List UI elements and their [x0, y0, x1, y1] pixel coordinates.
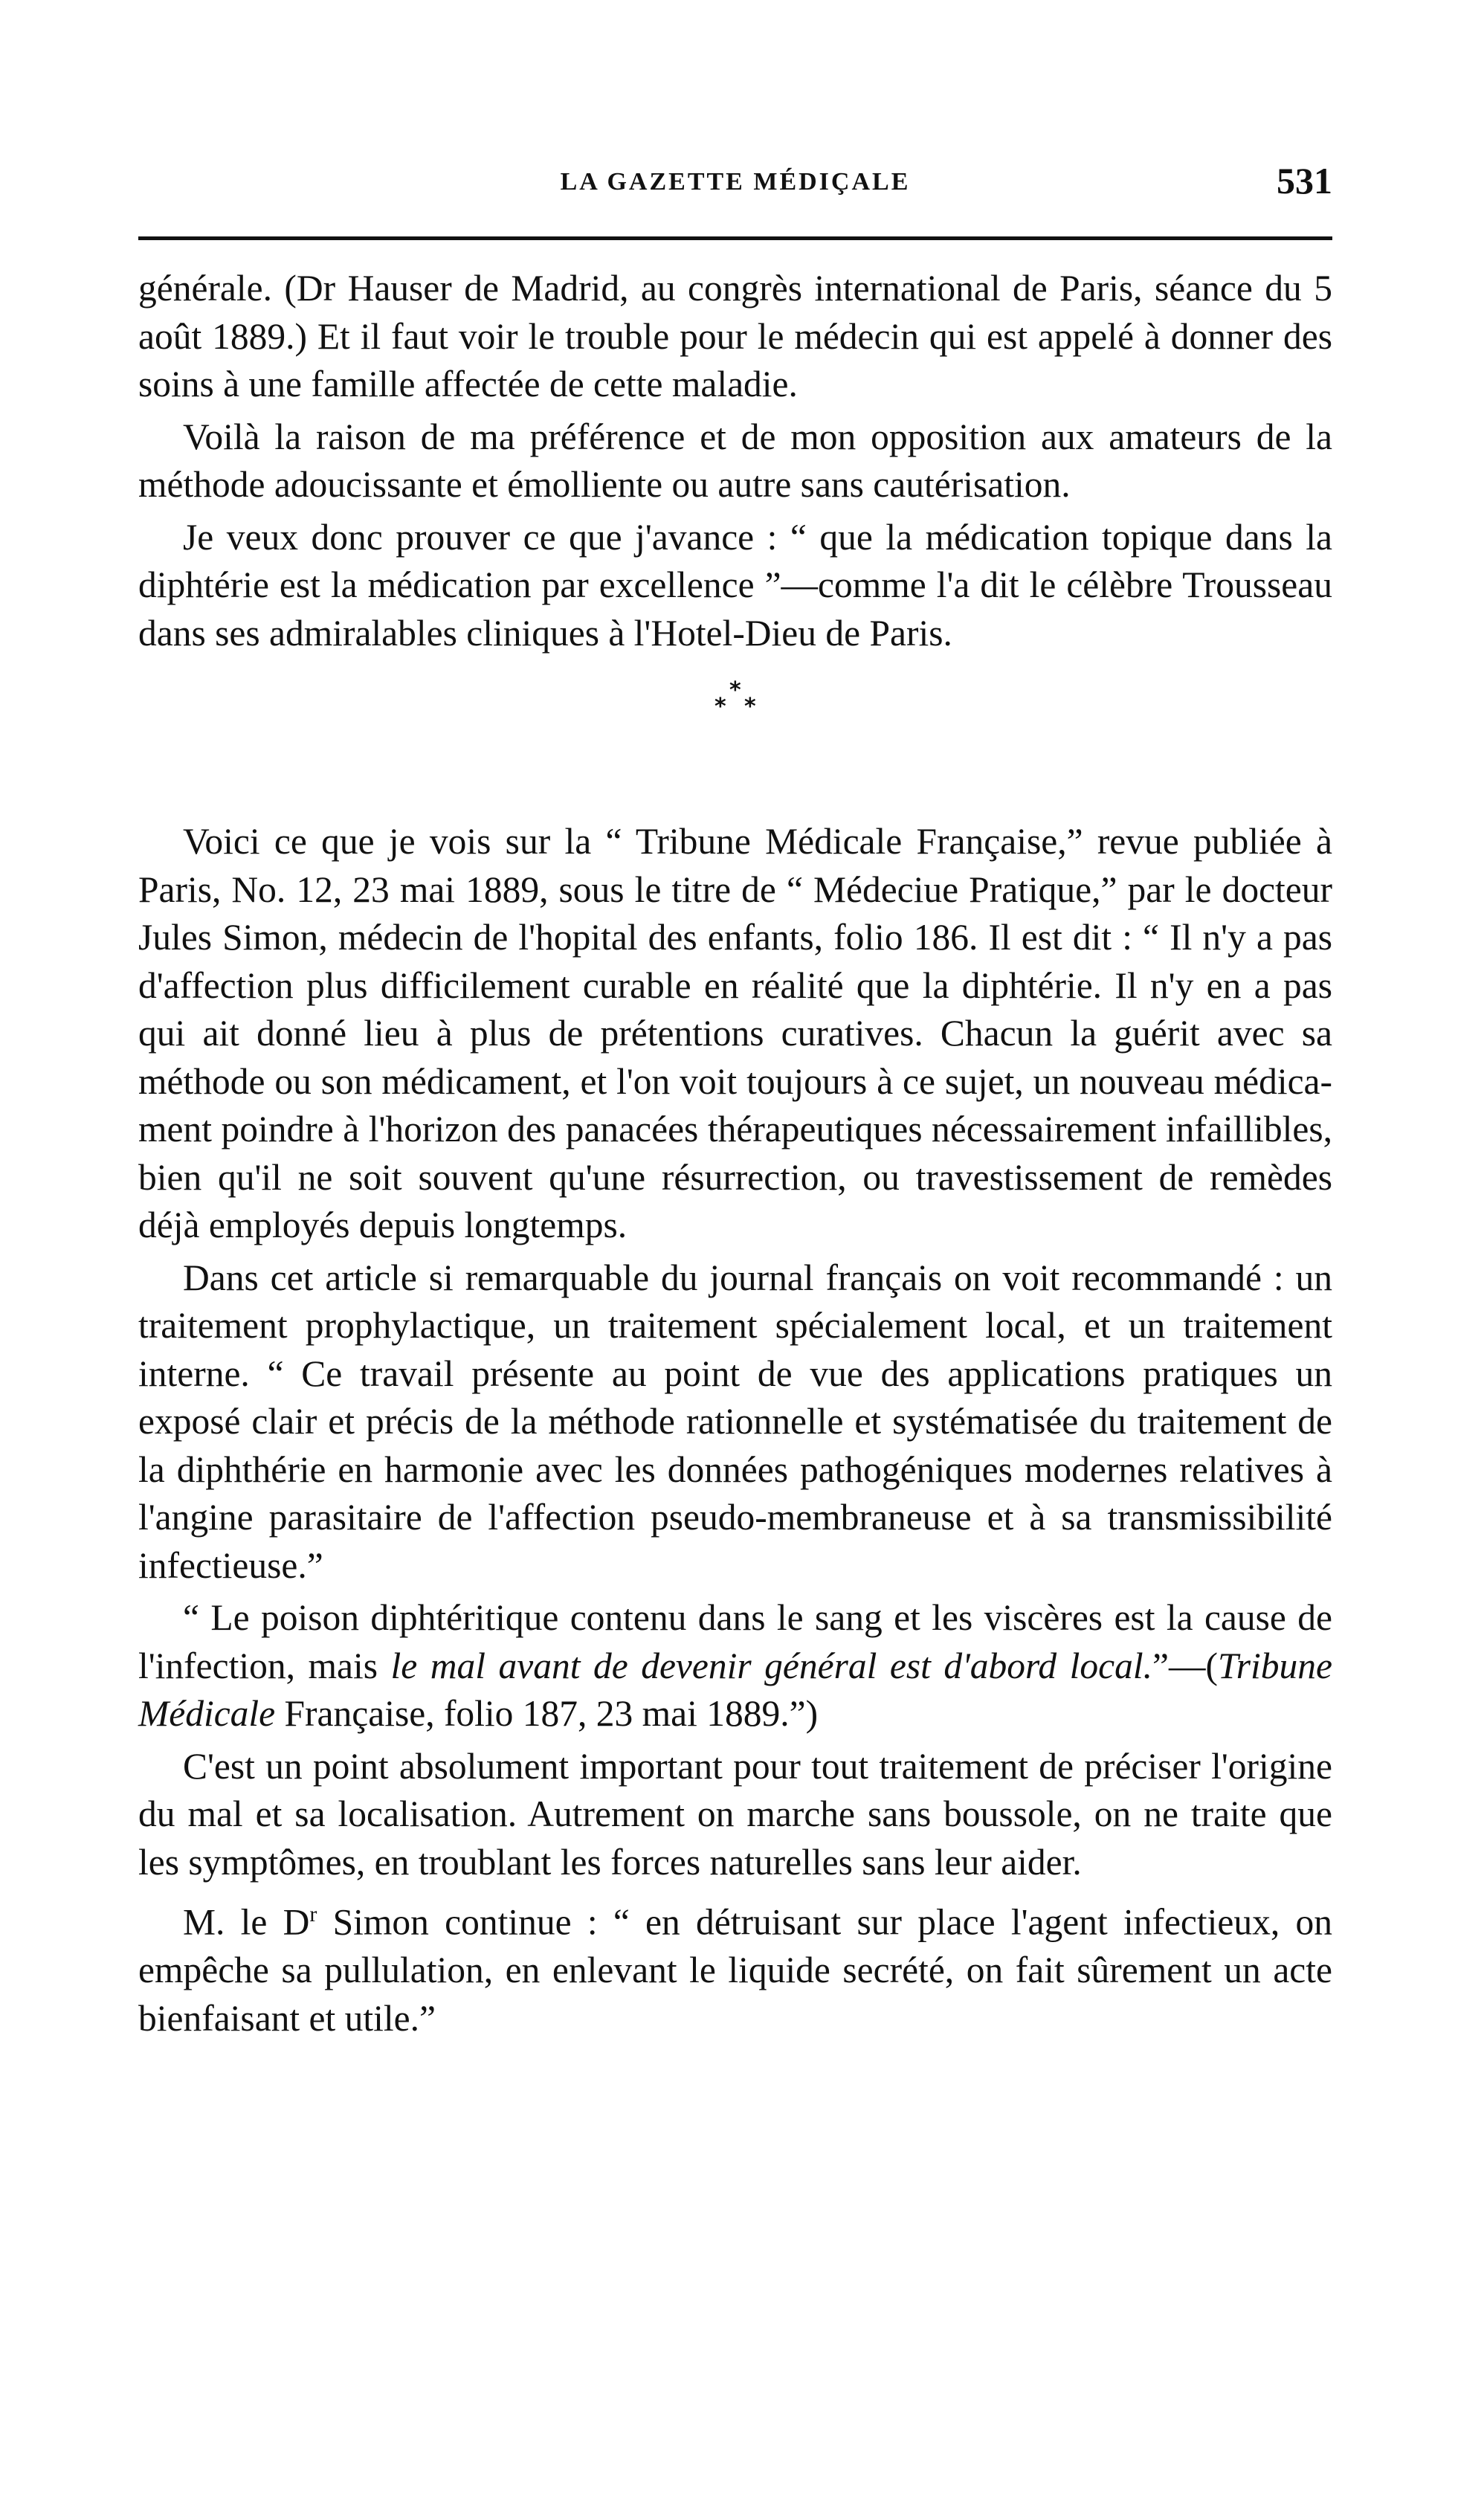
- final-superscript: r: [309, 1902, 317, 1926]
- final-lead: M. le D: [183, 1901, 310, 1943]
- paragraph-8: [138, 1891, 1332, 2042]
- quote-italic-source: Tribune Médicale: [138, 1645, 1333, 1734]
- header-rule: [138, 236, 1332, 240]
- asterisk-top: *: [729, 677, 741, 703]
- asterism-section-break: [138, 657, 1332, 818]
- body-text: [138, 265, 1332, 2042]
- asterisk-left: *: [714, 694, 726, 720]
- quote-tail: Française, folio 187, 23 mai 1889.”): [275, 1693, 819, 1734]
- page-number: 531: [1277, 160, 1332, 201]
- paragraph-3: Je veux donc prouver ce que j'avance : “ que la médication topique dans la diphtérie est la médication par excellence ”—comme l'a dit le célèbre Trousseau dans ses admiralables cliniques à l'Hotel-Dieu de Paris.: [138, 516, 1332, 654]
- paragraph-5: Dans cet article si remarquable du journal français on voit recommandé : un traitement prophylactique, un traitement spécialement local, et un traitement interne. “ Ce travail présente au point de vue des applications pratiques un exposé clair et précis de la méthode rationnelle et systématisée du traitement de la diphthérie en harmonie avec les données pathogéniques modernes relatives à l'angine parasitaire de l'affection pseudo-membraneuse et à sa transmissibilité infectieuse.”: [138, 1257, 1332, 1586]
- quote-paragraph: [138, 1594, 1332, 1738]
- quote-dash: ”—(: [1152, 1645, 1218, 1686]
- paragraph-7: C'est un point absolument important pour tout traitement de préciser l'origine du mal et sa localisation. Autrement on marche sans boussole, on ne traite que les symptômes, en troublant les forces naturelles sans leur aider.: [138, 1745, 1332, 1883]
- paragraph-2: Voilà la raison de ma préférence et de mon opposition aux amateurs de la méthode adoucissante et émolliente ou autre sans cautérisation.: [138, 416, 1332, 505]
- final-rest: Simon continue : “ en détruisant sur place l'agent infectieux, on empêche sa pullulation, en enlevant le liquide secrété, on fait sûrement un acte bienfaisant et utile.”: [138, 1901, 1332, 2039]
- quote-lead: “ Le poison diphtéritique contenu dans le sang et les viscères est la cause de l'infection, mais: [138, 1597, 1332, 1686]
- running-head: [138, 155, 1332, 207]
- paragraph-1: générale. (Dr Hauser de Madrid, au congrès international de Paris, séance du 5 août 1889.) Et il faut voir le trouble pour le médecin qui est appelé à donner des soins à une famille affectée de cette maladie.: [138, 268, 1332, 404]
- quote-italic-phrase: le mal avant de devenir général est d'abord local.: [390, 1645, 1152, 1686]
- asterisk-right: *: [744, 694, 756, 720]
- paragraph-4: Voici ce que je vois sur la “ Tribune Médicale Française,” revue publiée à Paris, No. 12, 23 mai 1889, sous le titre de “ Médeciue Pratique,” par le docteur Jules Simon, médecin de l'hopital des enfants, folio 186. Il est dit : “ Il n'y a pas d'affection plus difficilement curable en réalité que la diphtérie. Il n'y en a pas qui ait donné lieu à plus de prétentions curatives. Chacun la guérit avec sa méthode ou son médicament, et l'on voit toujours à ce sujet, un nouveau médicament poindre à l'horizon des panacées thérapeutiques nécessairement infaillibles, bien qu'il ne soit souvent qu'une résurrection, ou travestissement de remèdes déjà employés depuis longtemps.: [138, 821, 1332, 1245]
- journal-title: LA GAZETTE MÉDIÇALE: [560, 168, 911, 196]
